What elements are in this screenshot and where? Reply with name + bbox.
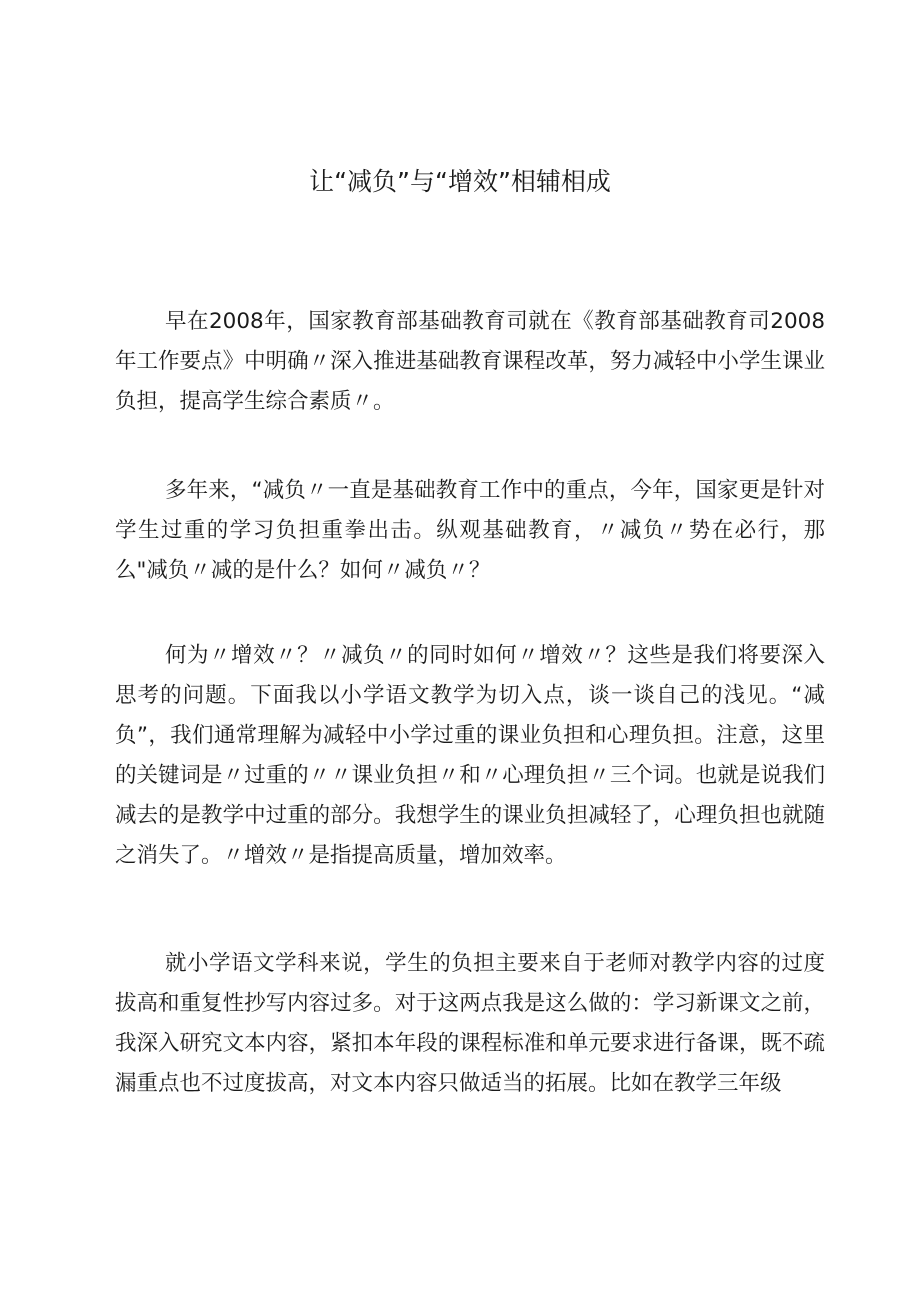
paragraph-4: 就小学语文学科来说，学生的负担主要来自于老师对教学内容的过度拔高和重复性抄写内容过多。对于这两点我是这么做的：学习新课文之前，我深入研究文本内容，紧扣本年段的课程标准和单元要求进行备课，既不疏漏重点也不过度拔高，对文本内容只做适当的拓展。比如在教学三年级: [115, 951, 825, 1096]
document-title: 让“减负”与“增效”相辅相成: [309, 167, 611, 196]
paragraph-3: 何为〃增效〃？〃减负〃的同时如何〃增效〃？这些是我们将要深入思考的问题。下面我以小学语文教学为切入点，谈一谈自己的浅见。“减负”，我们通常理解为减轻中小学过重的课业负担和心理负担。注意，这里的关键词是〃过重的〃〃课业负担〃和〃心理负担〃三个词。也就是说我们减去的是教学中过重的部分。我想学生的课业负担减轻了，心理负担也就随之消失了。〃增效〃是指提高质量，增加效率。: [115, 643, 825, 868]
paragraph-2: 多年来，“减负〃一直是基础教育工作中的重点，今年，国家更是针对学生过重的学习负担重拳出击。纵观基础教育，〃减负〃势在必行，那么"减负〃减的是什么？如何〃减负〃？: [115, 478, 825, 583]
paragraph-1: 早在2008年，国家教育部基础教育司就在《教育部基础教育司2008年工作要点》中明确〃深入推进基础教育课程改革，努力减轻中小学生课业负担，提高学生综合素质〃。: [115, 309, 825, 414]
